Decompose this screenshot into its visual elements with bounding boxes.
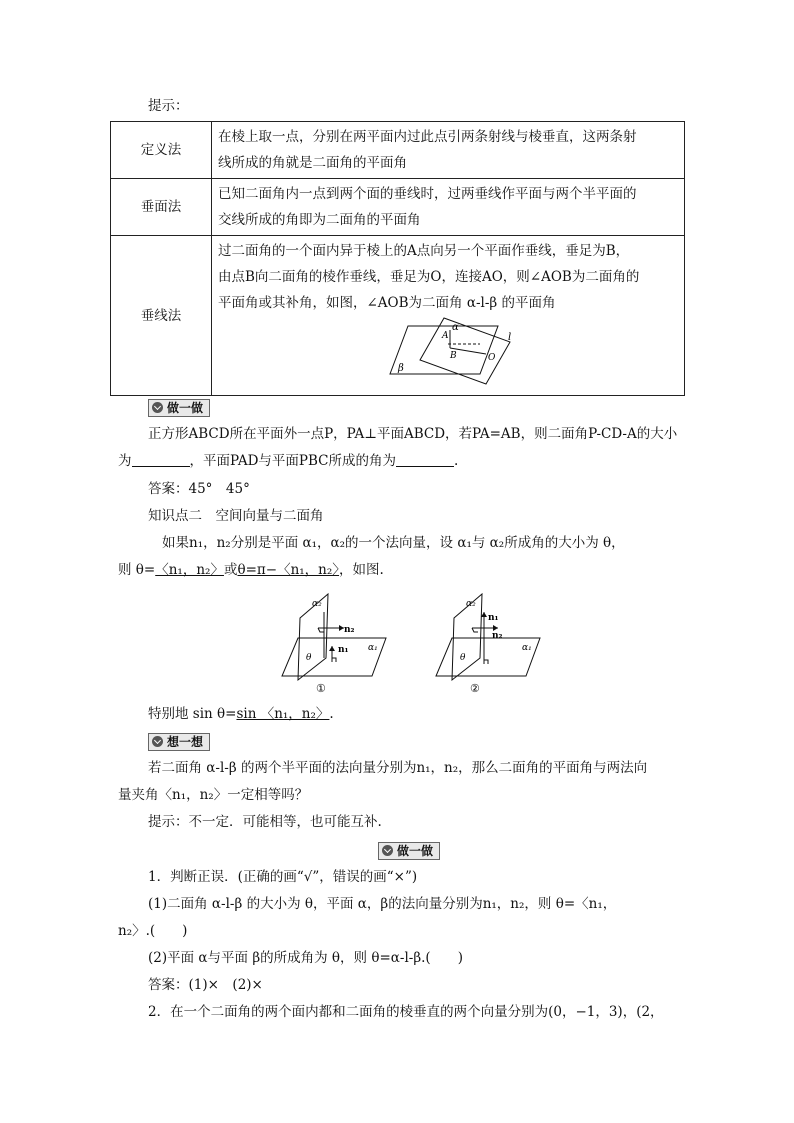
table-row [111, 122, 685, 179]
do2-q1-2: (2)平面 α与平面 β的所成角为 θ，则 θ=α-l-β.( ) [148, 950, 463, 966]
think-line1: 若二面角 α-l-β 的两个半平面的法向量分别为n₁，n₂，那么二面角的平面角与两法向 [148, 760, 648, 776]
ex1-line1: 正方形ABCD所在平面外一点P，PA⊥平面ABCD，若PA=AB，则二面角P-CD-A的大小 [148, 426, 678, 442]
do-tag-2 [378, 842, 440, 860]
kp2-line2 [118, 560, 384, 580]
fig1-n1: n₁ [338, 645, 349, 655]
do2-q1-1a: (1)二面角 α-l-β 的大小为 θ，平面 α，β的法向量分别为n₁，n₂，则 θ=〈n₁， [148, 896, 617, 912]
answer-blank[interactable] [132, 452, 190, 467]
fig2-theta: θ [460, 653, 466, 663]
fig1-caption: ① [316, 682, 326, 695]
do2-q1: 1．判断正误．(正确的画“√”，错误的画“×”) [148, 869, 418, 885]
text-span: 为 [118, 453, 132, 469]
chevron-down-icon [152, 402, 163, 413]
text-span: ，如图. [339, 562, 384, 578]
method-name: 垂面法 [111, 179, 212, 236]
fig-l: l [508, 332, 512, 343]
text-span: . [329, 706, 334, 722]
text-span: 或 [223, 562, 238, 578]
fig2-a2: α₂ [466, 599, 476, 609]
kp2-title: 知识点二 空间向量与二面角 [148, 508, 324, 524]
ex1-line2 [118, 451, 458, 471]
kp2-special [148, 704, 334, 724]
desc-line: 交线所成的角即为二面角的平面角 [218, 212, 421, 228]
tag-label: 做一做 [397, 844, 434, 858]
do2-answer: 答案：(1)× (2)× [148, 977, 263, 993]
dihedral-figure [218, 316, 678, 388]
do2-q1-1b: n₂〉.( ) [118, 923, 188, 939]
desc-line: 平面角或其补角，如图，∠AOB为二面角 α-l-β 的平面角 [218, 295, 556, 311]
fig1-theta: θ [306, 653, 312, 663]
fig-beta: β [398, 363, 404, 374]
method-name: 垂线法 [111, 236, 212, 396]
fig2-n1: n₁ [488, 613, 499, 623]
kp2-line1: 如果n₁，n₂分别是平面 α₁，α₂的一个法向量，设 α₁与 α₂所成角的大小为 θ， [162, 535, 625, 551]
methods-table [110, 121, 685, 396]
normal-vector-figure-1 [276, 588, 396, 698]
ex1-answer: 答案：45° 45° [148, 481, 250, 497]
method-desc [212, 179, 685, 236]
do-tag-1 [148, 399, 210, 417]
hint-label: 提示： [148, 98, 189, 114]
chevron-down-icon [382, 845, 393, 856]
chevron-down-icon [152, 736, 163, 747]
fig2-n2: n₂ [492, 631, 503, 641]
text-span: 特别地 sin θ= [148, 706, 237, 722]
method-desc [212, 122, 685, 179]
think-line2: 量夹角〈n₁，n₂〉一定相等吗？ [118, 787, 309, 803]
method-name: 定义法 [111, 122, 212, 179]
table-row [111, 236, 685, 396]
table-row [111, 179, 685, 236]
desc-line: 已知二面角内一点到两个面的垂线时，过两垂线作平面与两个半平面的 [218, 186, 637, 202]
fig2-a1: α₁ [522, 643, 532, 653]
desc-line: 过二面角的一个面内异于棱上的A点向另一个平面作垂线，垂足为B， [218, 243, 630, 259]
method-desc [212, 236, 685, 396]
answer-blank[interactable] [396, 452, 454, 467]
fig-B: B [450, 351, 457, 361]
normal-vector-figure-2 [430, 588, 550, 698]
underlined-answer: θ=π−〈n₁，n₂〉 [237, 562, 340, 578]
desc-line: 在棱上取一点，分别在两平面内过此点引两条射线与棱垂直，这两条射 [218, 129, 637, 145]
underlined-answer: sin 〈n₁，n₂〉 [236, 706, 330, 722]
tag-label: 想一想 [167, 735, 204, 749]
do2-q2: 2．在一个二面角的两个面内都和二面角的棱垂直的两个向量分别为(0，−1，3)，(2， [148, 1004, 664, 1020]
text-span: . [454, 453, 459, 469]
fig1-n2: n₂ [344, 625, 355, 635]
fig-O: O [488, 353, 496, 363]
desc-line: 线所成的角就是二面角的平面角 [218, 155, 407, 171]
fig2-caption: ② [470, 682, 480, 695]
text-span: 则 θ= [118, 562, 156, 578]
fig-A: A [442, 331, 449, 341]
fig-alpha: α [452, 322, 459, 333]
tag-label: 做一做 [167, 401, 204, 415]
fig1-a1: α₁ [368, 643, 378, 653]
think-tag [148, 733, 210, 751]
underlined-answer: 〈n₁，n₂〉 [155, 562, 224, 578]
think-hint: 提示：不一定．可能相等，也可能互补. [148, 814, 382, 830]
desc-line: 由点B向二面角的棱作垂线，垂足为O，连接AO，则∠AOB为二面角的 [218, 269, 640, 285]
text-span: ，平面PAD与平面PBC所成的角为 [189, 453, 397, 469]
fig1-a2: α₂ [312, 599, 322, 609]
